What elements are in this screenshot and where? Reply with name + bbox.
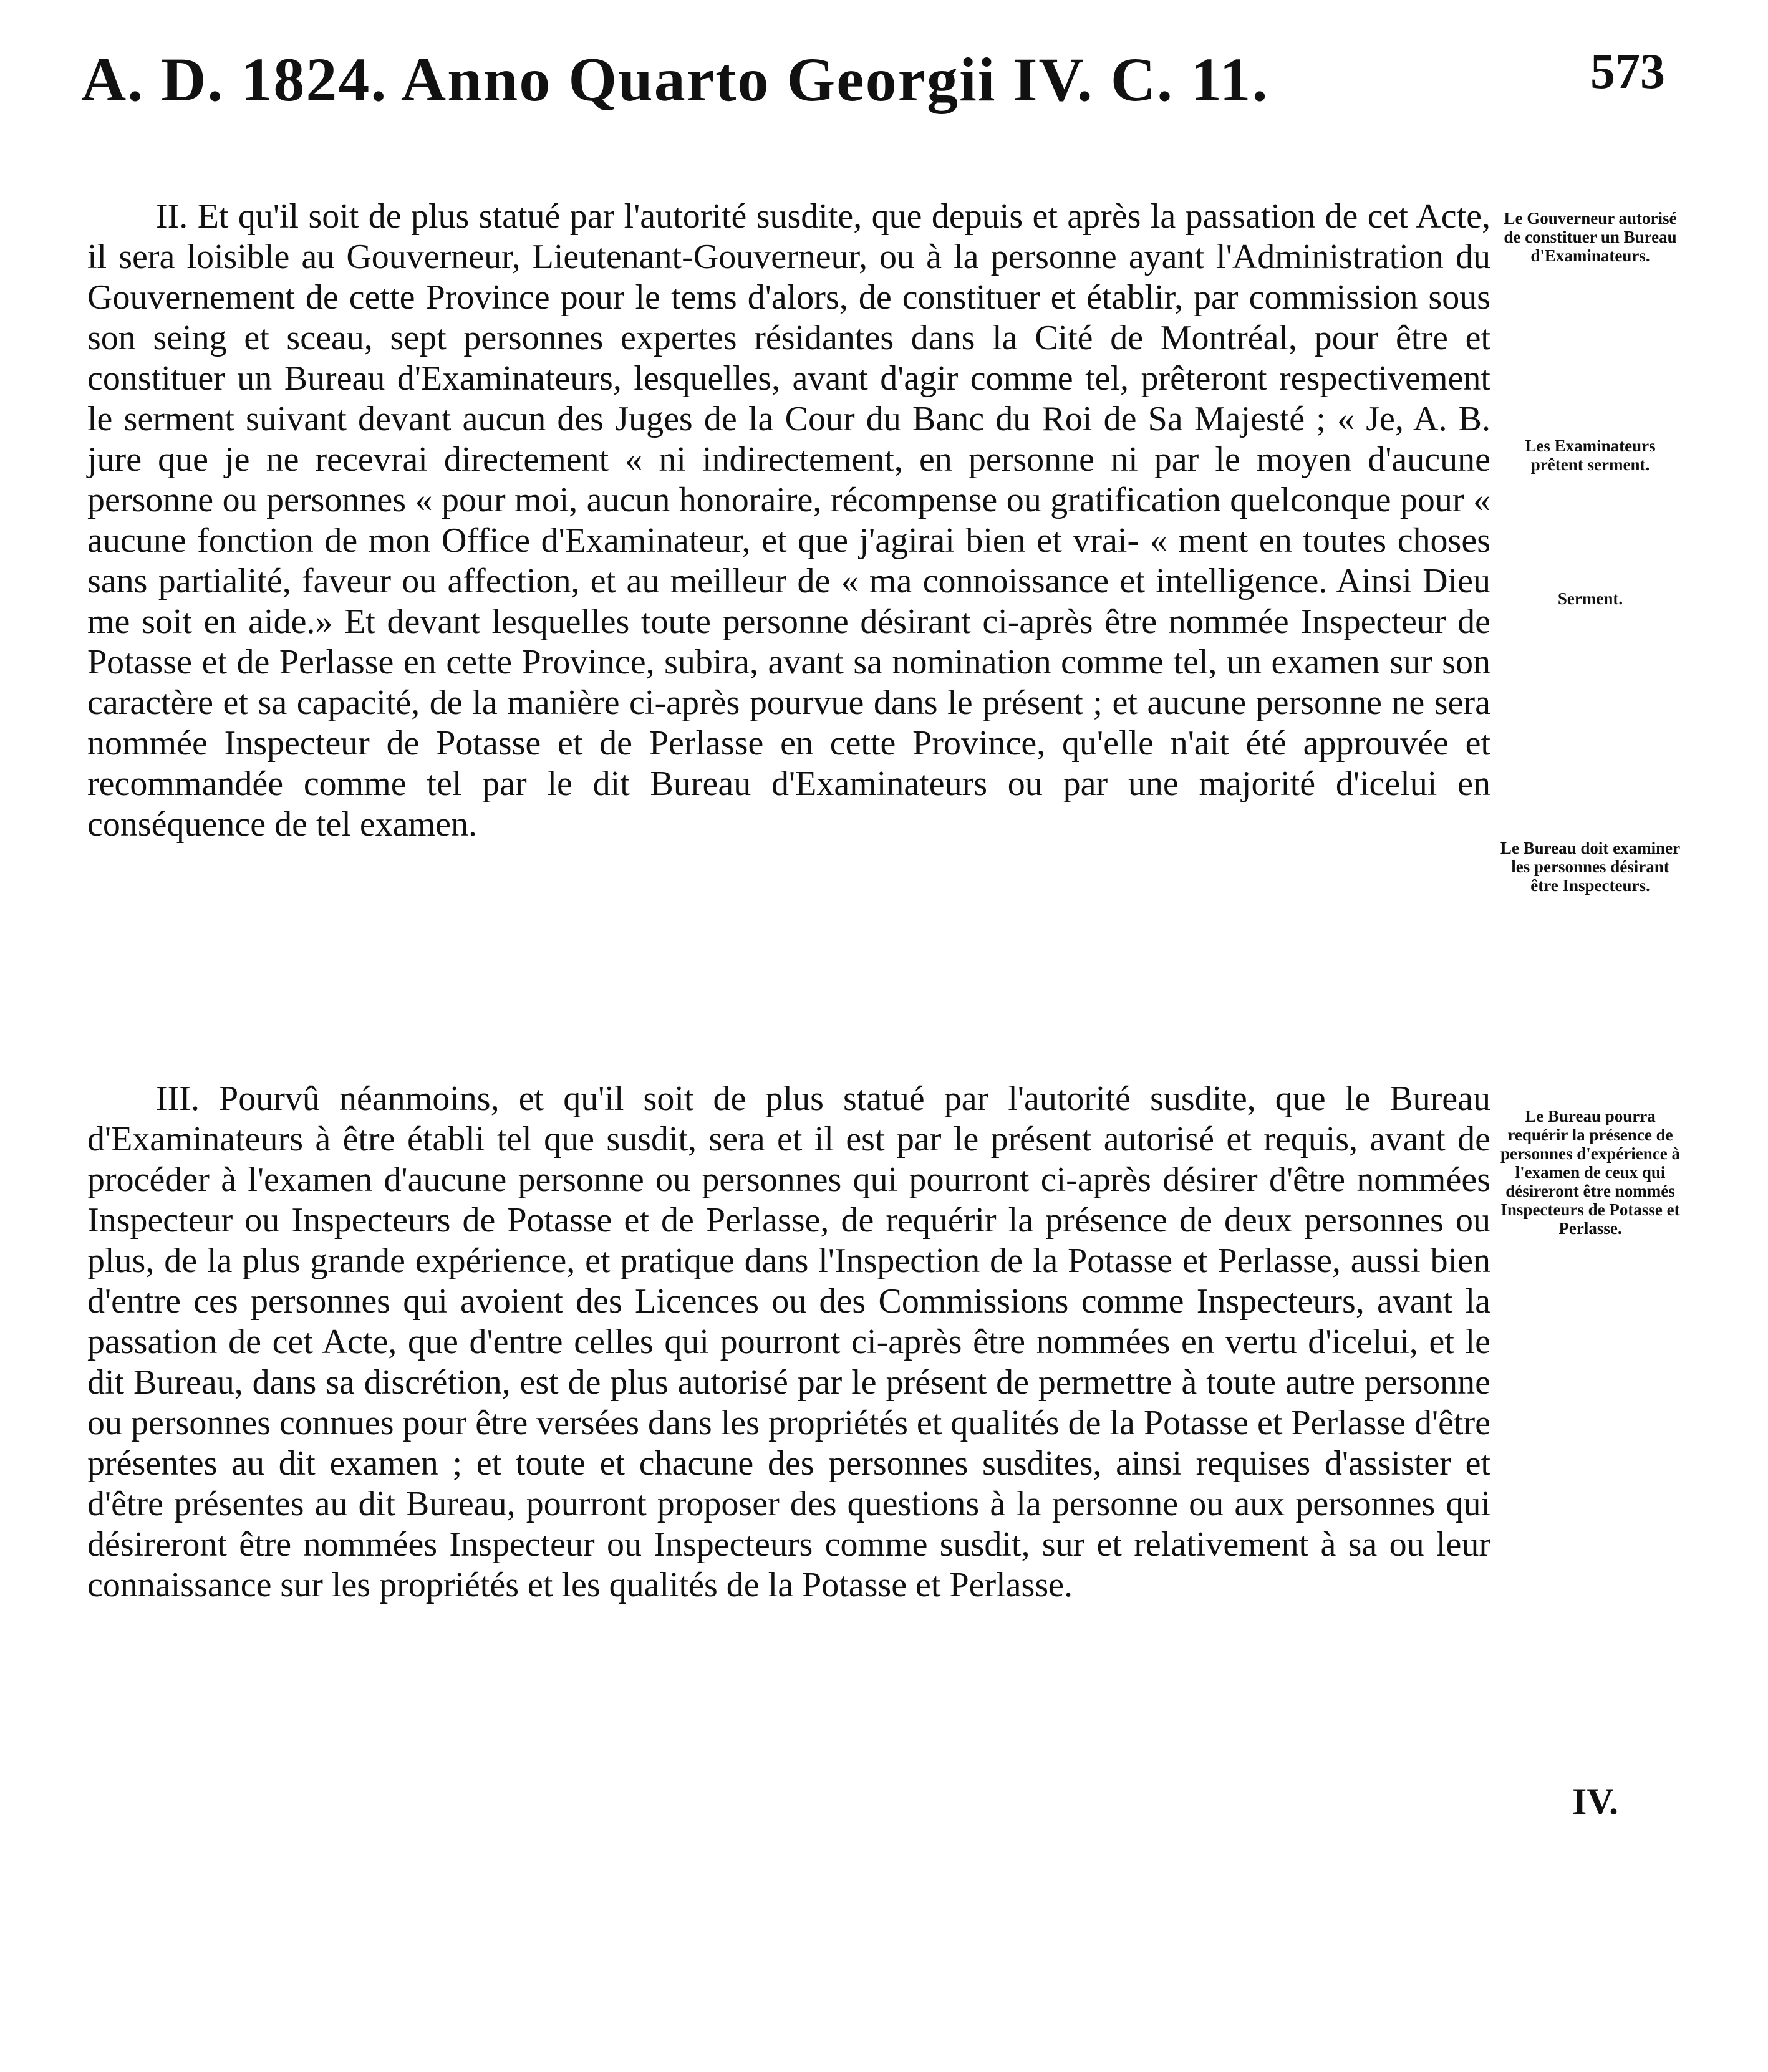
margin-note-examinateurs: Les Examinateurs prêtent serment. bbox=[1525, 436, 1656, 474]
section-iii-paragraph: III. Pourvû néanmoins, et qu'il soit de plus statué par l'autorité susdite, que le Bureau d'Examinateurs à être établi tel que susdit, sera et il est par le présent autorisé et requis, avant de procéder à l'examen d'aucune personne ou personnes qui pourront ci-après désirer d'être nommées Inspecteur ou Inspecteurs de Potasse et de Perlasse, de requérir la présence de deux personnes ou plus, de la plus grande expérience, et pratique dans l'Inspection de la Potasse et Perlasse, aussi bien d'entre ces personnes qui avoient des Licences ou des Commissions comme Inspecteurs, avant la passation de cet Acte, que d'entre celles qui pourront ci-après être nommées en vertu d'icelui, et le dit Bureau, dans sa discrétion, est de plus autorisé par le présent de permettre à toute autre personne ou personnes connues pour être versées dans les propriétés et qualités de la Potasse et Perlasse d'être présentes au dit examen ; et toute et chacune des personnes susdites, ainsi requises d'assister et d'être présentes au dit Bureau, pourront proposer des questions à la personne ou aux personnes qui désireront être nommées Inspecteur ou Inspecteurs comme susdit, sur et relativement à sa ou leur connaissance sur les propriétés et les qualités de la Potasse et Perlasse. bbox=[87, 1079, 1490, 1604]
margin-note-bureau-requerir: Le Bureau pourra requérir la présence de personnes d'expérience à l'examen de ceux qui désireront être nommés Inspecteurs de Potasse et Perlasse. bbox=[1500, 1107, 1680, 1238]
margin-note-gouverneur: Le Gouverneur autorisé de constituer un Bureau d'Examinateurs. bbox=[1504, 209, 1677, 265]
page-number: 573 bbox=[1590, 44, 1665, 99]
section-iii bbox=[87, 1079, 1490, 1606]
running-head: A. D. 1824. Anno Quarto Georgii IV. C. 11. bbox=[81, 45, 1269, 114]
section-ii bbox=[87, 196, 1490, 845]
catchword: IV. bbox=[1572, 1781, 1618, 1822]
margin-note-serment: Serment. bbox=[1557, 589, 1623, 608]
margin-note-bureau-examiner: Le Bureau doit examiner les personnes désirant être Inspecteurs. bbox=[1500, 839, 1681, 895]
section-ii-paragraph: II. Et qu'il soit de plus statué par l'autorité susdite, que depuis et après la passation de cet Acte, il sera loisible au Gouverneur, Lieutenant-Gouverneur, ou à la personne ayant l'Administration du Gouvernement de cette Province pour le tems d'alors, de constituer et établir, par commission sous son seing et sceau, sept personnes expertes résidantes dans la Cité de Montréal, pour être et constituer un Bureau d'Examinateurs, lesquelles, avant d'agir comme tel, prêteront respectivement le serment suivant devant aucun des Juges de la Cour du Banc du Roi de Sa Majesté ; « Je, A. B. jure que je ne recevrai directement « ni indirectement, en personne ni par le moyen d'aucune personne ou personnes « pour moi, aucun honoraire, récompense ou gratification quelconque pour « aucune fonction de mon Office d'Examinateur, et que j'agirai bien et vrai- « ment en toutes choses sans partialité, faveur ou affection, et au meilleur de « ma connoissance et intelligence. Ainsi Dieu me soit en aide.» Et devant lesquelles toute personne désirant ci-après être nommée Inspecteur de Potasse et de Perlasse en cette Province, subira, avant sa nomination comme tel, un examen sur son caractère et sa capacité, de la manière ci-après pourvue dans le présent ; et aucune personne ne sera nommée Inspecteur de Potasse et de Perlasse en cette Province, qu'elle n'ait été approuvée et recommandée comme tel par le dit Bureau d'Examinateurs ou par une majorité d'icelui en conséquence de tel examen. bbox=[87, 197, 1490, 844]
page-header bbox=[81, 44, 1665, 150]
